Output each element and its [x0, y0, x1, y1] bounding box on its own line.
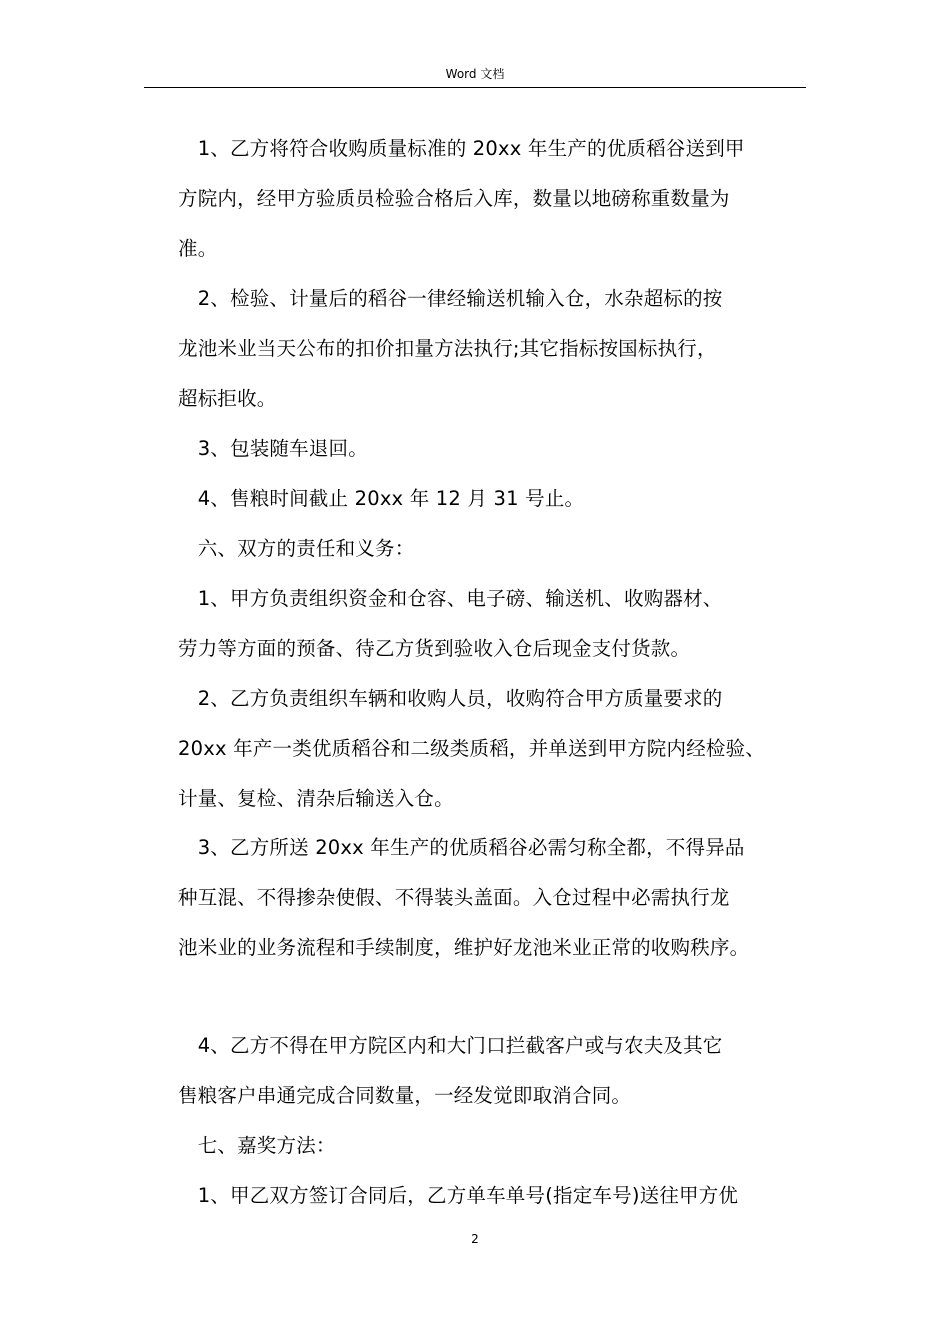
- text-line: 售粮客户串通完成合同数量，一经发觉即取消合同。: [178, 1084, 632, 1107]
- page-number: 2: [471, 1232, 479, 1246]
- text-line: 2、检验、计量后的稻谷一律经输送机输入仓，水杂超标的按: [178, 287, 723, 310]
- text-line: 超标拒收。: [178, 387, 277, 410]
- text-line: 1、乙方将符合收购质量标准的 20xx 年生产的优质稻谷送到甲: [178, 137, 745, 160]
- text-line: 2、乙方负责组织车辆和收购人员，收购符合甲方质量要求的: [178, 687, 723, 710]
- text-line: 方院内，经甲方验质员检验合格后入库，数量以地磅称重数量为: [178, 187, 730, 210]
- section-heading: 七、嘉奖方法：: [178, 1134, 336, 1157]
- text-line: 20xx 年产一类优质稻谷和二级类质稻，并单送到甲方院内经检验、: [178, 737, 765, 760]
- text-line: 池米业的业务流程和手续制度，维护好龙池米业正常的收购秩序。: [178, 936, 750, 959]
- text-line: 准。: [178, 237, 218, 260]
- text-line: 3、包装随车退回。: [178, 437, 368, 460]
- text-line: 种互混、不得掺杂使假、不得装头盖面。入仓过程中必需执行龙: [178, 886, 730, 909]
- text-line: 3、乙方所送 20xx 年生产的优质稻谷必需匀称全都，不得异品: [178, 836, 745, 859]
- text-line: 4、售粮时间截止 20xx 年 12 月 31 号止。: [178, 487, 585, 510]
- text-line: 计量、复检、清杂后输送入仓。: [178, 787, 454, 810]
- text-line: 劳力等方面的预备、待乙方货到验收入仓后现金支付货款。: [178, 637, 691, 660]
- text-line: 1、甲乙双方签订合同后，乙方单车单号(指定车号)送往甲方优: [178, 1184, 739, 1207]
- text-line: 4、乙方不得在甲方院区内和大门口拦截客户或与农夫及其它: [178, 1034, 723, 1057]
- page-header: Word 文档: [445, 67, 505, 81]
- section-heading: 六、双方的责任和义务：: [178, 537, 415, 560]
- text-line: 龙池米业当天公布的扣价扣量方法执行;其它指标按国标执行，: [178, 337, 717, 360]
- text-line: 1、甲方负责组织资金和仓容、电子磅、输送机、收购器材、: [178, 587, 723, 610]
